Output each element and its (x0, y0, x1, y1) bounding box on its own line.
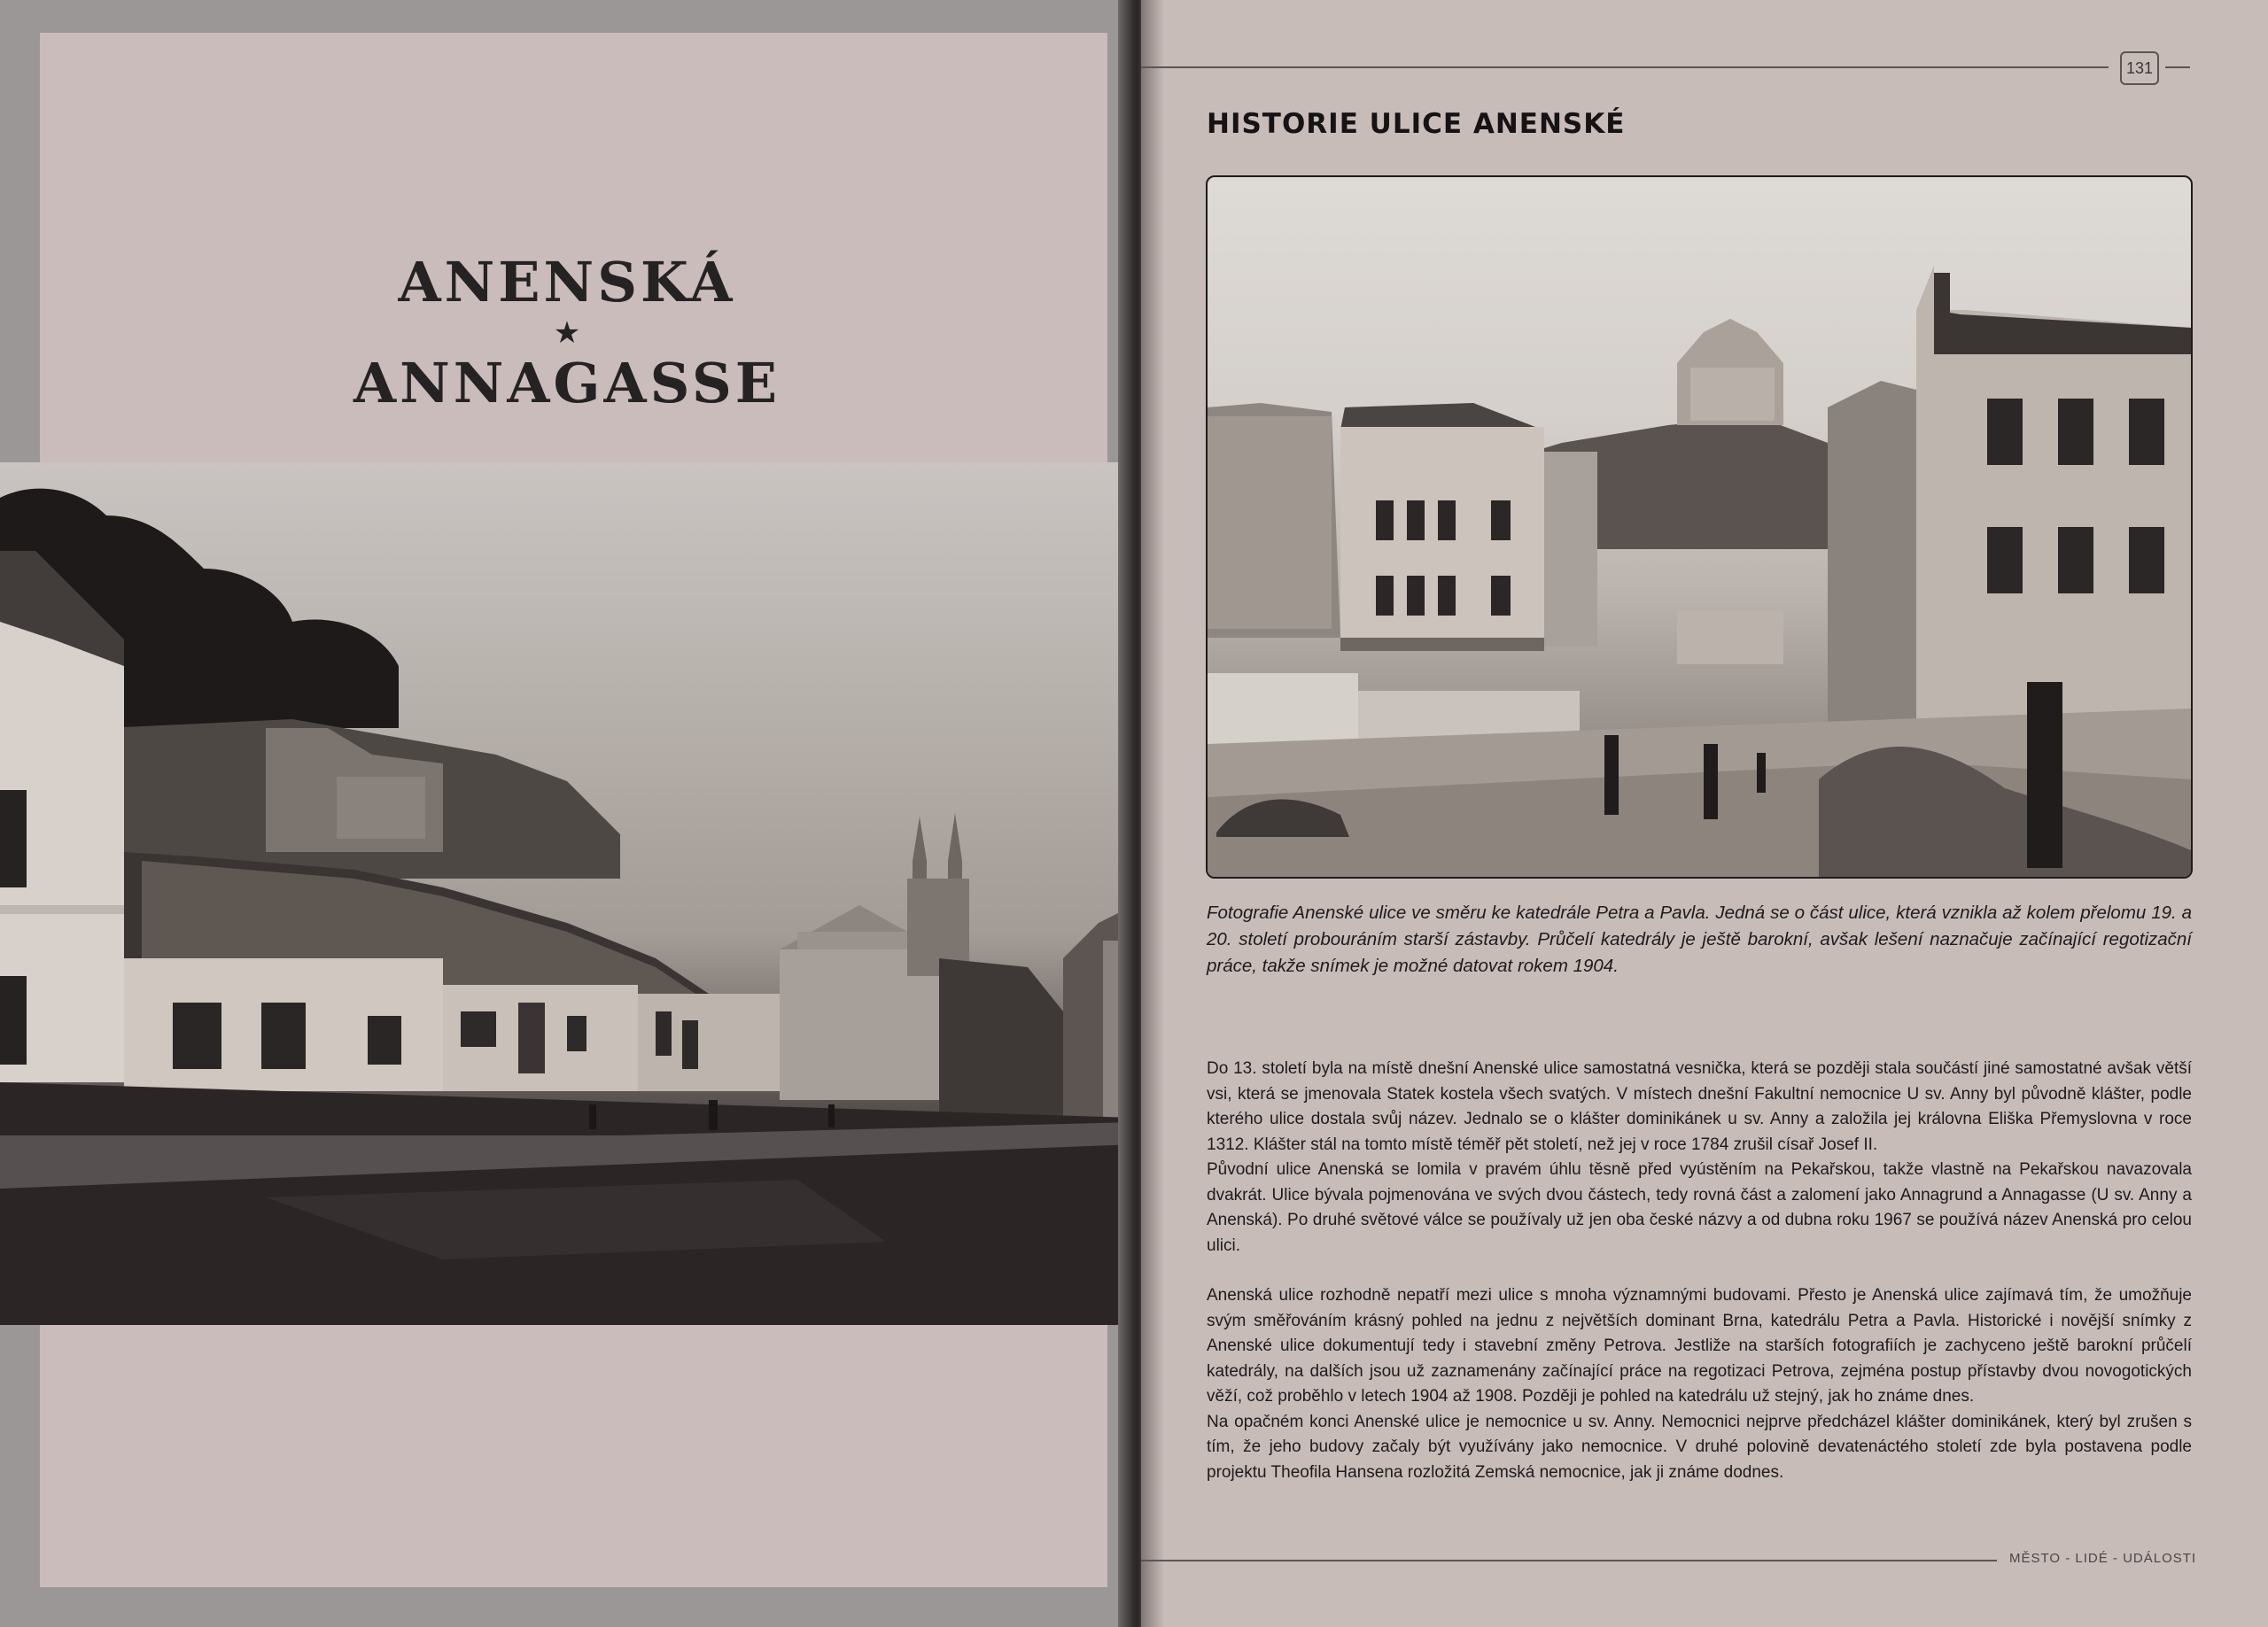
header-rule (1141, 66, 2109, 68)
header-rule-end (2165, 66, 2190, 68)
star-icon: ★ (553, 316, 581, 350)
paragraph: Na opačném konci Anenské ulice je nemocnice u sv. Anny. Nemocnici nejprve předcházel klášter dominikánek, který byl zrušen s tím, že jeho budovy začaly být využívány jako nemocnice. V druhé polovině devatenáctého století zde byla postavena podle projektu Theofila Hansena rozložitá Zemská nemocnice, jak ji známe dodnes. (1207, 1412, 2192, 1482)
paragraph: Původní ulice Anenská se lomila v pravém úhlu těsně před vyústěním na Pekařskou, takže vlastně na Pekařskou navazovala dvakrát. Ulice bývala pojmenována ve svých dvou částech, tedy rovná část a zalomení jako Annagrund a Annagasse (U sv. Anny a Anenská). Po druhé světové válce se používaly už jen oba české názvy a od dubna roku 1967 se používá název Anenská pro celou ulici. (1207, 1160, 2192, 1255)
page-number: 131 (2120, 51, 2159, 85)
chapter-title (230, 248, 904, 418)
photo-caption: Fotografie Anenské ulice ve směru ke katedrále Petra a Pavla. Jedná se o část ulice, která vznikla až kolem přelomu 19. a 20. století probouráním starší zástavby. Průčelí katedrály je ještě barokní, avšak lešení naznačuje začínající regotizační práce, takže snímek je možné datovat rokem 1904. (1207, 903, 2192, 976)
running-footer: MĚSTO - LIDÉ - UDÁLOSTI (2009, 1551, 2197, 1566)
footer-rule (1141, 1560, 1997, 1561)
anenska-street-photo (1206, 175, 2193, 879)
title-line-anenska: ANENSKÁ (398, 250, 736, 314)
street-photo-illustration (0, 462, 1134, 1325)
cathedral-view-illustration (1208, 177, 2191, 877)
section-heading: HISTORIE ULICE ANENSKÉ (1207, 108, 1626, 140)
article-body (1207, 1057, 2192, 1485)
paragraph: Anenská ulice rozhodně nepatří mezi ulice s mnoha významnými budovami. Přesto je Anenská ulice zajímavá tím, že umožňuje svým směřováním krásný pohled na jednu z největších dominant Brna, katedrálu Petra a Pavla. Historické i novější snímky z Anenské ulice dokumentují tedy i stavební změny Petrova. Jestliže na starších fotografiích je zachyceno ještě barokní průčelí katedrály, na dalších jsou už zaznamenány začínající práce na regotizaci Petrova, zejména postup přístavby dvou novogotických věží, což proběhlo v letech 1904 až 1908. Později je pohled na katedrálu už stejný, jak ho známe dnes. (1207, 1286, 2192, 1406)
historic-street-photo (0, 462, 1134, 1325)
paragraph: Do 13. století byla na místě dnešní Anenské ulice samostatná vesnička, která se později stala součástí jiné samostatné avšak větší vsi, která se jmenovala Statek kostela všech svatých. V místech dnešní Fakultní nemocnice U sv. Anny byl původně klášter, podle kterého ulice dostala svůj název. Jednalo se o klášter dominikánek u sv. Anny a založila jej královna Eliška Přemyslovna v roce 1312. Klášter stál na tomto místě téměř pět století, než jej v roce 1784 zrušil císař Josef II. (1207, 1059, 2192, 1154)
title-line-annagasse: ANNAGASSE (353, 351, 781, 415)
